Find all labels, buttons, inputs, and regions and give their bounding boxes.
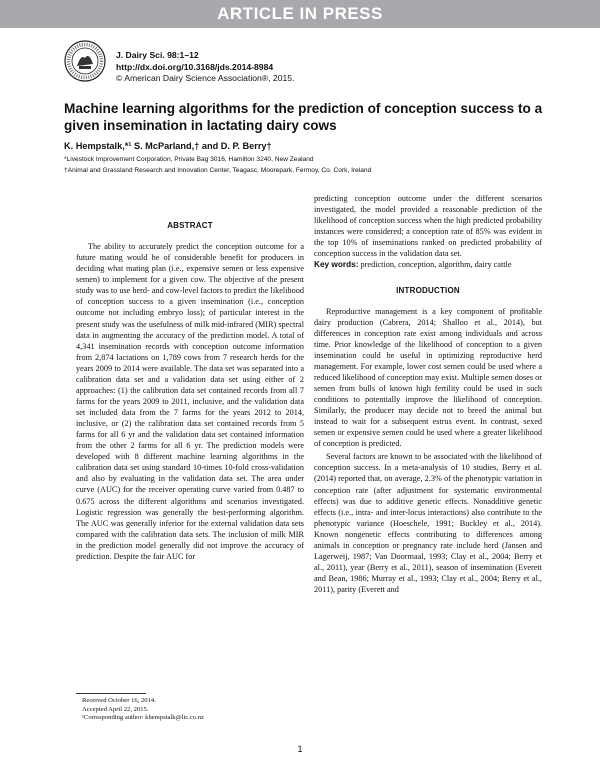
footnotes: [76, 693, 304, 723]
accepted-date: Accepted April 22, 2015.: [82, 705, 149, 713]
right-column: [314, 193, 542, 595]
keywords-text: prediction, conception, algorithm, dairy cattle: [360, 260, 512, 270]
page-number: 1: [297, 744, 303, 754]
abstract-heading: ABSTRACT: [167, 221, 213, 230]
journal-citation: J. Dairy Sci. 98:1–12: [116, 50, 199, 60]
introduction-paragraph-2: Several factors are known to be associated with the likelihood of conception success. In a meta-analysis of 10 studies, Berry et al. (2014) reported that, on average, 2.3% of the phenotypic variation in conception rate (after adjustment for systematic environmental effects) was due to additive genetic effects. Nonadditive genetic effects (i.e., intra- and inter-locus interactions) also contribute to the phenotypic variance (Hoeschele, 1991; Buckley et al., 2014). Known nongenetic effects contributing to differences among animals in conception or pregnancy rate include herd (Jansen and Lagerweij, 1987; Van Doormaal, 1993; Clay et al., 2004; Berry et al., 2011), year (Berry et al., 2011), season of insemination (Everett and Bean, 1986; Murray et al., 1993; Clay et al., 2004; Berry et al., 2011), parity (Everett and: [314, 452, 542, 595]
introduction-heading: INTRODUCTION: [396, 286, 460, 296]
left-column: [76, 220, 304, 562]
introduction-paragraph-1: Reproductive management is a key component of profitable dairy production (Cabrera, 2014; Shalloo et al., 2014), but differences in conception rate exist among individuals and across time. Prior knowledge of the likelihood of conception to a given insemination could be useful in optimizing reproductive herd management. For example, lower cost semen could be used where a reduced likelihood of conception may exist. Multiple semen doses or semen from bulls of known high fertility could be used in such conditions to potentially improve the likelihood of conception. Similarly, the producer may decide not to breed the animal but instead to wait for a subsequent estrus event. In contrast, sexed semen or expensive semen could be used where a greater likelihood of conception is predicted.: [314, 306, 542, 449]
article-title: Machine learning algorithms for the prediction of conception success to a given insemination in lactating dairy cows: [64, 101, 543, 133]
keywords: [314, 259, 542, 270]
affiliation-1: *Livestock Improvement Corporation, Private Bag 3016, Hamilton 3240, New Zealand: [64, 156, 314, 163]
copyright-notice: © American Dairy Science Association®, 2015.: [116, 73, 295, 83]
abstract-text: The ability to accurately predict the conception outcome for a future mating would be of considerable benefit for producers in deciding what mating plan (i.e., expensive semen or less expensive semen) to implement for a given cow. The objective of the present study was to use herd- and cow-level factors to predict the likelihood of conception success to a given insemination (i.e., conception outcome not including embryo loss); of particular interest in the present study was the usefulness of milk mid-infrared (MIR) spectral data in augmenting the accuracy of the prediction model. A total of 4,341 insemination records with conception outcome information from 2,874 lactations on 1,789 cows from 7 research herds for the years 2009 to 2014 were available. The data set was separated into a calibration data set and a validation data set using either of 2 approaches: (1) the calibration data set contained records from all 7 farms for the years 2009 to 2011, inclusive, and the validation data set included data from the 7 farms for the years 2012 to 2014, inclusive, or (2) the calibration data set contained records from 5 farms for all 6 yr and the validation data set contained information from the other 2 farms for all 6 yr. The prediction models were developed with 8 different machine learning algorithms in the calibration data set using standard 10-times 10-fold cross-validation and also by evaluating in the validation data set. The area under curve (AUC) for the receiver operating curve varied from 0.487 to 0.675 across the different algorithms and scenarios investigated. Logistic regression was generally the best-performing algorithm. The AUC was generally inferior for the external validation data sets compared with the calibration data sets. The inclusion of milk MIR in the prediction model generally did not improve the accuracy of prediction. Despite the fair AUC for: [76, 242, 304, 561]
affiliation-2: †Animal and Grassland Research and Innovation Center, Teagasc, Moorepark, Fermoy, Co. Cork, Ireland: [64, 167, 372, 174]
abstract-continuation: predicting conception outcome under the different scenarios investigated, the model provided a reasonable prediction of the likelihood of conception success when the high predicted probability instances were considered; a conception rate of 85% was evident in the top 10% of inseminations ranked on predicted probability of conception success in the validation data set.: [314, 194, 542, 259]
author-list: K. Hempstalk,*¹ S. McParland,† and D. P. Berry†: [64, 141, 272, 151]
corresponding-author: ¹Corresponding author: khempstalk@lic.co.nz: [82, 714, 204, 722]
doi-link[interactable]: http://dx.doi.org/10.3168/jds.2014-8984: [116, 61, 274, 72]
received-date: Received October 16, 2014.: [82, 697, 156, 704]
keywords-label: Key words:: [314, 260, 359, 270]
citation-block: [116, 50, 294, 85]
footnote-rule: [76, 693, 146, 694]
banner-text: ARTICLE IN PRESS: [217, 4, 383, 23]
article-in-press-banner: [0, 0, 600, 28]
american-dairy-science-association-seal-icon: [64, 40, 106, 82]
